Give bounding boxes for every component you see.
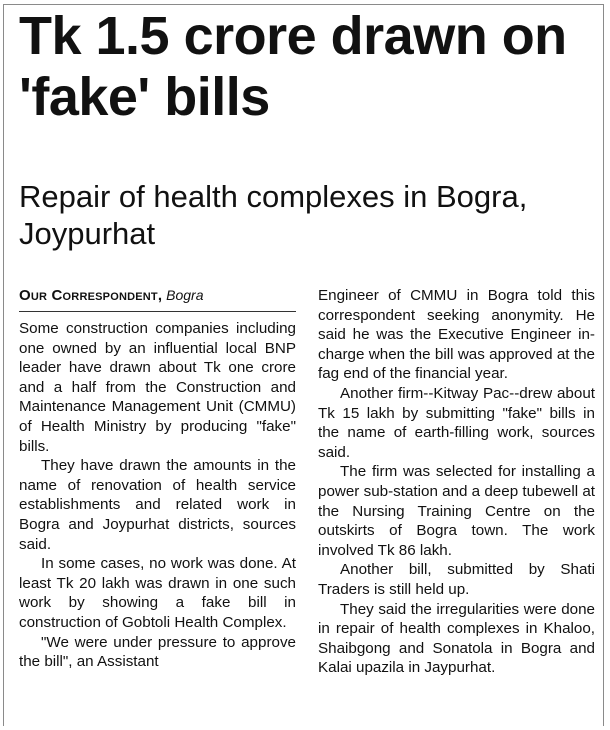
paragraph: Another bill, submitted by Shati Traders is still held up. [318,561,595,598]
left-column [19,319,296,672]
paragraph: They have drawn the amounts in the name of renovation of health service establishments and related work in Bogra and Joypurhat districts, sources said. [19,457,296,553]
paragraph: They said the irregularities were done in repair of health complexes in Khaloo, Shaibgong and Sonatola in Bogra and Kalai upazila in Jaypurhat. [318,600,595,677]
paragraph: In some cases, no work was done. At least Tk 20 lakh was drawn in one such work by showing a fake bill in construction of Gobtoli Health Complex. [19,555,296,631]
paragraph: Some construction companies including one owned by an influential local BNP leader have drawn about Tk one crore and a half from the Construction and Maintenance Management Unit (CMMU) of Health Ministry by producing "fake" bills. [19,320,296,455]
byline-place: Bogra [166,287,204,303]
headline: Tk 1.5 crore drawn on 'fake' bills [19,6,567,127]
byline [19,286,296,305]
paragraph: Another firm--Kitway Pac--drew about Tk 15 lakh by submitting "fake" bills in the name of earth-filling work, sources said. [318,384,595,461]
byline-divider [19,311,296,312]
paragraph: The firm was selected for installing a power sub-station and a deep tubewell at the Nursing Training Centre on the outskirts of Bogra town. The work involved Tk 86 lakh. [318,463,595,559]
right-column [318,286,595,678]
byline-name: Our Correspondent, [19,287,163,304]
paragraph: "We were under pressure to approve the bill", an Assistant [19,633,296,671]
paragraph: Engineer of CMMU in Bogra told this correspondent seeking anonymity. He said he was the Executive Engineer in-charge when the bill was approved at the fag end of the financial year. [318,287,595,383]
subheadline: Repair of health complexes in Bogra, Joypurhat [19,179,528,251]
